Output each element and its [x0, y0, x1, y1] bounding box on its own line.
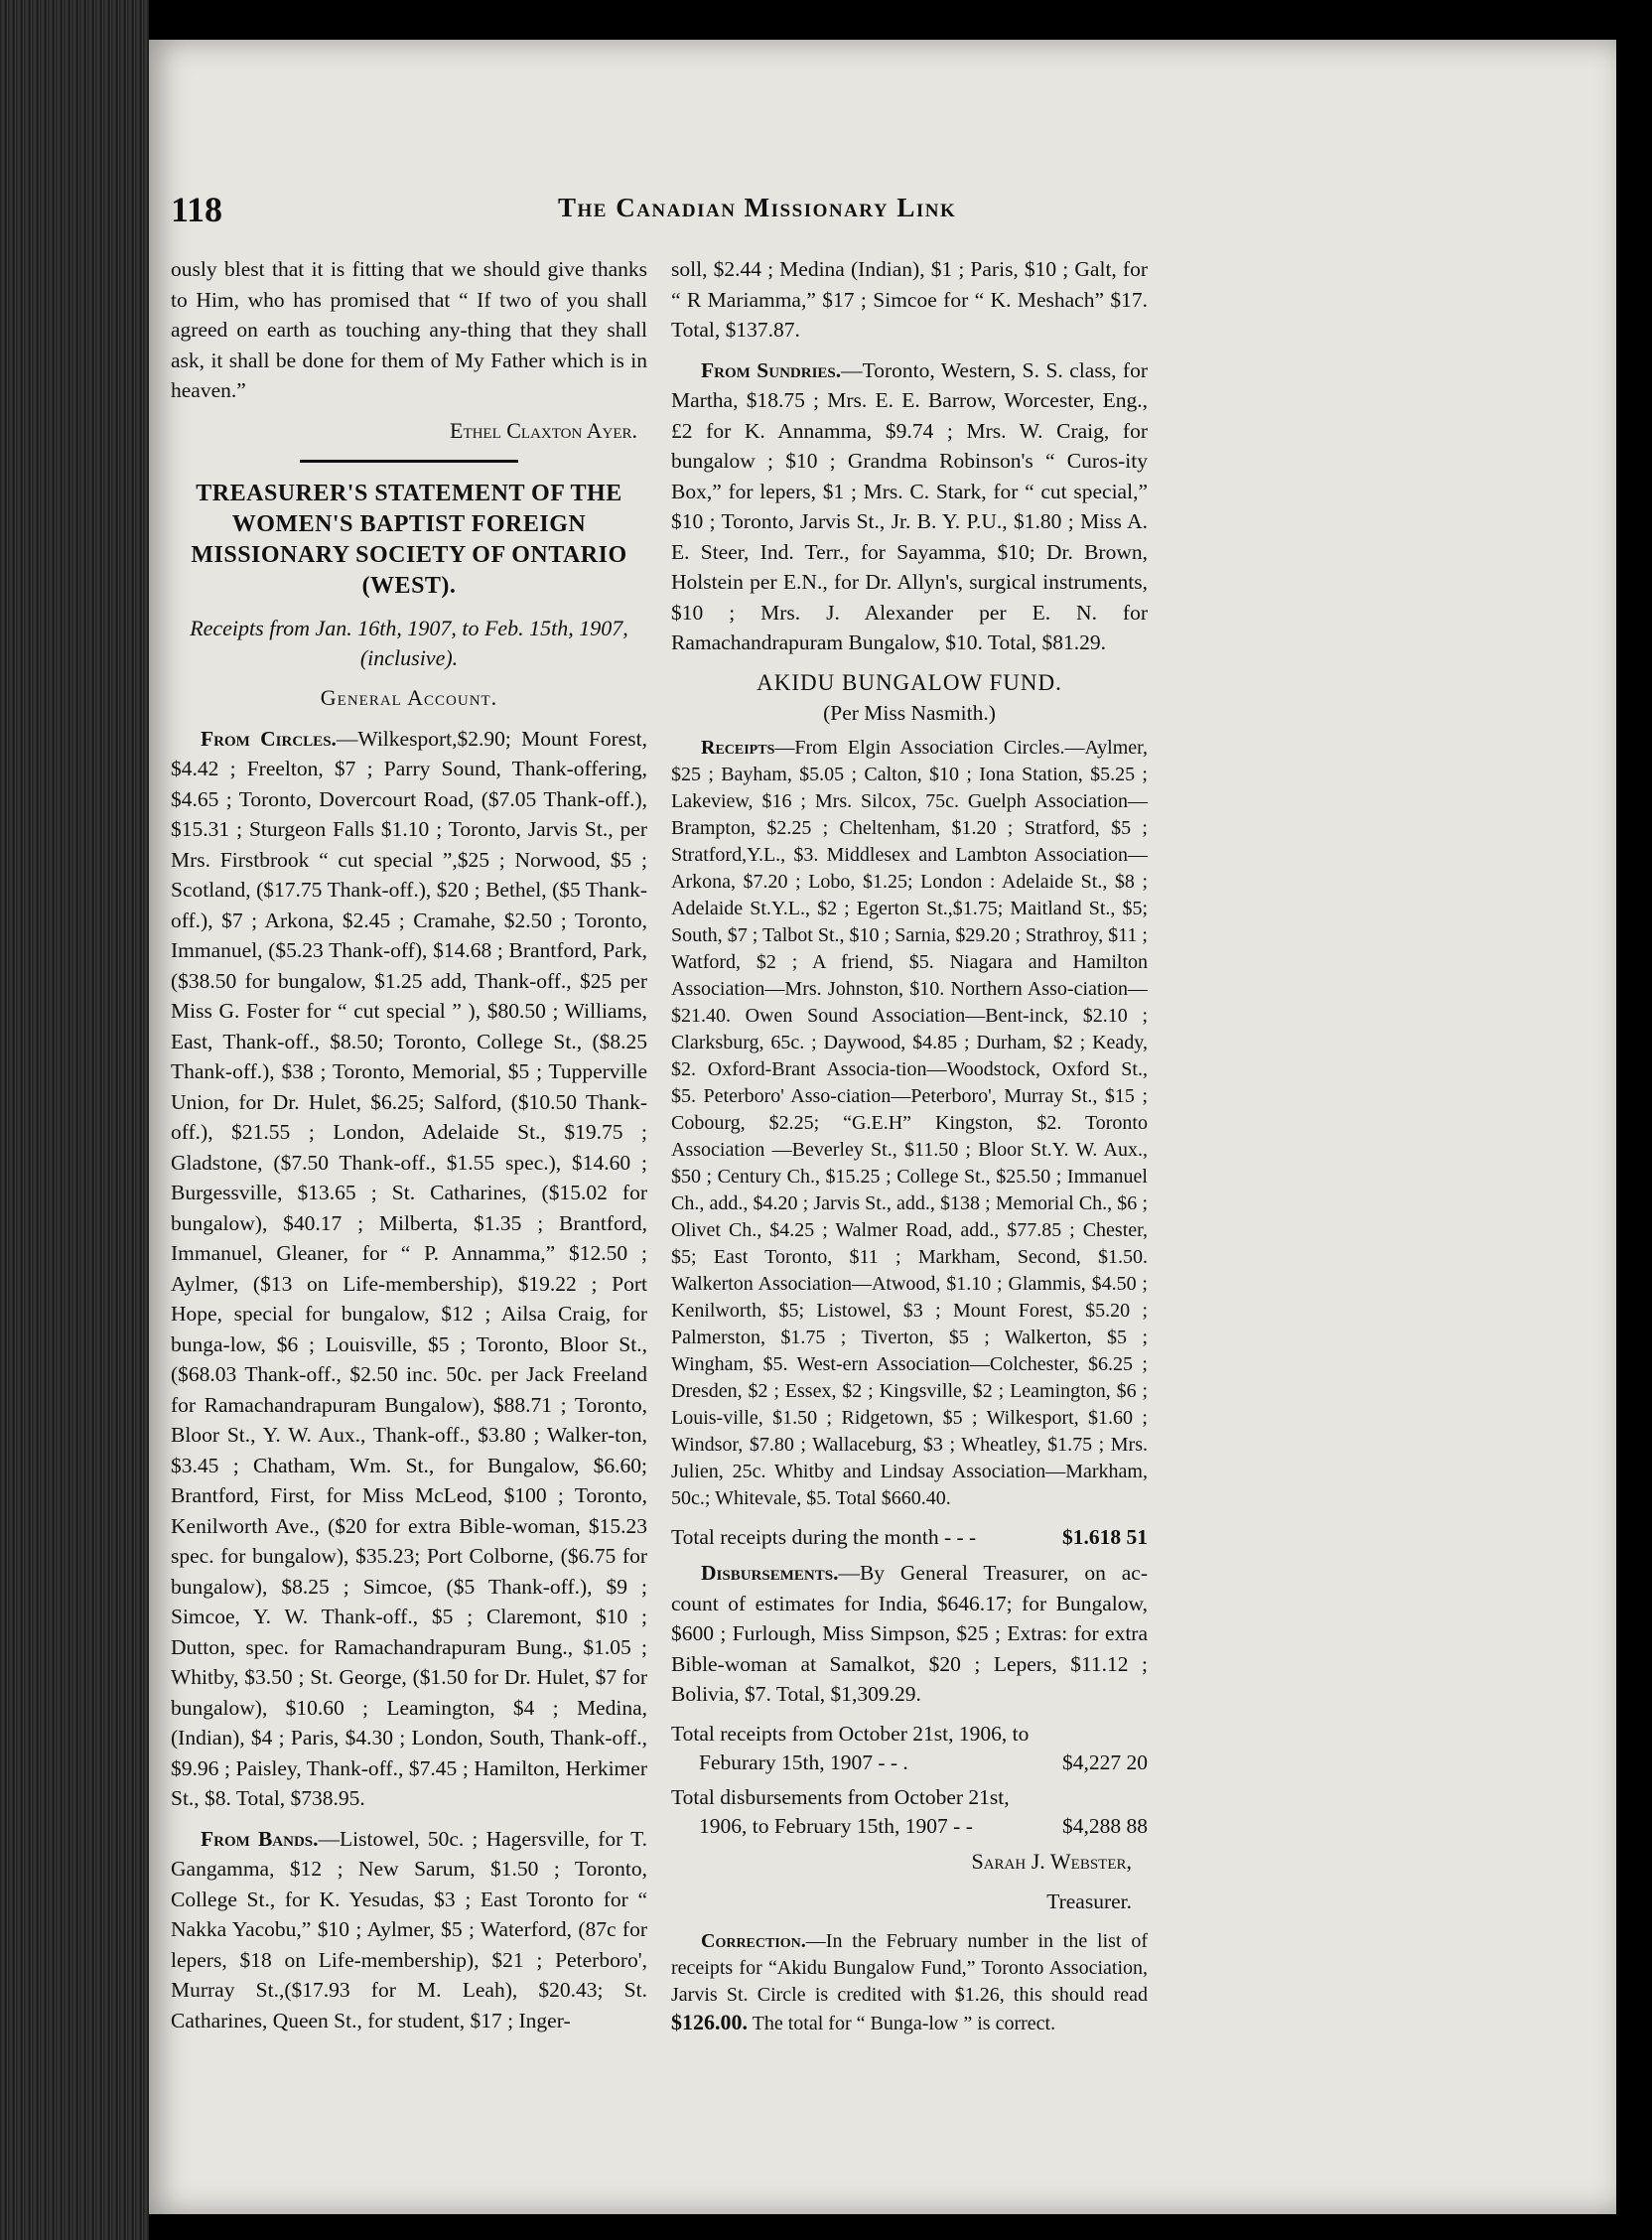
section-divider — [300, 460, 518, 463]
akidu-receipts-paragraph — [671, 735, 1148, 1512]
opening-paragraph: ously blest that it is fitting that we should give thanks to Him, who has promised that “ If two of you shall agreed on earth as touching any-thing that they shall ask, it shall be done for them of My Father which is in heaven.” — [171, 257, 647, 402]
akidu-fund-title: AKIDU BUNGALOW FUND. — [757, 669, 1062, 695]
circles-text: —Wilkesport,$2.90; Mount Forest, $4.42 ; Freelton, $7 ; Parry Sound, Thank-offering, $4.65 ; Toronto, Dovercourt Road, ($7.05 Thank-off.), $15.31 ; Sturgeon Falls $1.10 ; Toronto, Jarvis St., per Mrs. Firstbrook “ cut special ”,$25 ; Norwood, $5 ; Scotland, ($17.75 Thank-off.), $20 ; Bethel, ($5 Thank-off.), $7 ; Arkona, $2.45 ; Cramahe, $2.50 ; Toronto, Immanuel, ($5.23 Thank-off), $14.68 ; Brantford, Park, ($38.50 for bungalow, $1.25 add, Thank-off., $25 per Miss G. Foster for “ cut special ” ), $80.50 ; Williams, East, Thank-off., $8.50; Toronto, College St., ($8.25 Thank-off.), $38 ; Toronto, Memorial, $5 ; Tupperville Union, for Dr. Hulet, $6.25; Salford, ($10.50 Thank-off.), $21.55 ; London, Adelaide St., $19.75 ; Gladstone, ($7.50 Thank-off., $1.55 spec.), $14.60 ; Burgessville, $13.65 ; St. Catharines, ($15.02 for bungalow), $40.17 ; Milberta, $1.35 ; Brantford, Immanuel, Gleaner, for “ P. Annamma,” $12.50 ; Aylmer, ($13 on Life-membership), $19.22 ; Port Hope, special for bungalow, $12 ; Ailsa Craig, for bunga-low, $6 ; Louisville, $5 ; Toronto, Bloor St., ($68.03 Thank-off., $2.50 inc. 50c. per Jack Freeland for Ramachandrapuram Bungalow), $88.71 ; Toronto, Bloor St., Y. W. Aux., Thank-off., $3.80 ; Walker-ton, $3.45 ; Chatham, Wm. St., for Bungalow, $6.60; Brantford, First, for Miss McLeod, $100 ; Toronto, Kenilworth Ave., ($20 for extra Bible-woman, $15.23 spec. for bungalow), $35.23; Port Colborne, ($6.75 for bungalow), $8.25 ; Simcoe, ($5 Thank-off.), $9 ; Simcoe, Y. W. Thank-off., $5 ; Claremont, $10 ; Dutton, spec. for Ramachandrapuram Bung., $1.05 ; Whitby, $3.50 ; St. George, ($1.50 for Dr. Hulet, $7 for bungalow), $10.60 ; Leamington, $4 ; Medina, (Indian), $4 ; Paris, $4.30 ; London, South, Thank-off., $9.96 ; Paisley, Thank-off., $7.45 ; Hamilton, Herkimer St., $8. Total, $738.95. — [171, 726, 647, 1810]
sundries-lead: From Sundries. — [701, 357, 842, 382]
disbursements-lead: Disbursements. — [701, 1561, 839, 1585]
receipts-period-total — [671, 1720, 1148, 1777]
disbursements-period-value: $4,288 88 — [1062, 1813, 1148, 1838]
circles-paragraph — [171, 724, 647, 1814]
disbursements-paragraph — [671, 1558, 1148, 1710]
bands-text: —Listowel, 50c. ; Hagersville, for T. Gangamma, $12 ; New Sarum, $1.50 ; Toronto, College St., for K. Yesudas, $3 ; East Toronto for “ Nakka Yacobu,” $10 ; Aylmer, $5 ; Waterford, (87c for lepers, $18 on Life-membership), $21 ; Peterboro', Murray St.,($17.93 for M. Leah), $20.43; St. Catharines, Queen St., for student, $17 ; Inger- — [171, 1826, 647, 2032]
akidu-text: —From Elgin Association Circles.—Aylmer, $25 ; Bayham, $5.05 ; Calton, $10 ; Iona Station, $5.25 ; Lakeview, $16 ; Mrs. Silcox, 75c. Guelph Association—Brampton, $2.25 ; Cheltenham, $1.20 ; Stratford, $5 ; Stratford,Y.L., $3. Middlesex and Lambton Association—Arkona, $7.20 ; Lobo, $1.25; London : Adelaide St., $8 ; Adelaide St.Y.L., $2 ; Egerton St.,$1.75; Maitland St., $5; South, $7 ; Talbot St., $10 ; Sarnia, $29.20 ; Strathroy, $11 ; Watford, $2 ; A friend, $5. Niagara and Hamilton Association—Mrs. Johnston, $10. Northern Asso-ciation—$21.40. Owen Sound Association—Bent-inck, $2.10 ; Clarksburg, 65c. ; Daywood, $4.85 ; Durham, $2 ; Keady, $2. Oxford-Brant Associa-tion—Woodstock, Oxford St., $5. Peterboro' Asso-ciation—Peterboro', Murray St., $15 ; Cobourg, $2.25; “G.E.H” Kingston, $2. Toronto Association —Beverley St., $11.50 ; Bloor St.Y. W. Aux., $50 ; Century Ch., $15.25 ; College St., $25.50 ; Immanuel Ch., add., $4.20 ; Jarvis St., add., $138 ; Memorial Ch., $6 ; Olivet Ch., $4.25 ; Walmer Road, add., $77.85 ; Chester, $5; East Toronto, $11 ; Markham, Second, $1.50. Walkerton Association—Atwood, $1.10 ; Glammis, $4.50 ; Kenilworth, $5; Listowel, $3 ; Mount Forest, $5.20 ; Palmerston, $1.75 ; Tiverton, $5 ; Walkerton, $5 ; Wingham, $5. West-ern Association—Colchester, $6.25 ; Dresden, $2 ; Essex, $2 ; Kingsville, $2 ; Leamington, $6 ; Louis-ville, $1.50 ; Ridgetown, $5 ; Wilkesport, $1.60 ; Windsor, $7.80 ; Wallaceburg, $3 ; Wheatley, $1.75 ; Mrs. Julien, 25c. Whitby and Lindsay Association—Markham, 50c.; Whitevale, $5. Total $660.40. — [671, 736, 1148, 1509]
treasurer-name: Sarah J. Webster, — [971, 1848, 1132, 1874]
general-account-heading: General Account. — [320, 685, 498, 710]
left-column — [171, 254, 647, 2045]
treasurer-role: Treasurer. — [1046, 1889, 1132, 1913]
akidu-lead: Receipts — [701, 736, 775, 759]
bands-lead: From Bands. — [201, 1826, 319, 1851]
akidu-fund-subtitle: (Per Miss Nasmith.) — [823, 701, 996, 725]
receipts-period-line1: Total receipts from October 21st, 1906, to — [671, 1721, 1030, 1746]
right-column — [671, 254, 1148, 2047]
bands-paragraph — [171, 1824, 647, 2036]
disbursements-period-line2: 1906, to February 15th, 1907 - - — [699, 1813, 973, 1838]
sundries-paragraph — [671, 355, 1148, 658]
running-title: The Canadian Missionary Link — [558, 193, 957, 222]
disbursements-period-total — [671, 1783, 1148, 1841]
receipts-period-line2: Feburary 15th, 1907 - - . — [699, 1750, 908, 1774]
monthly-total-value: $1.618 51 — [1062, 1524, 1148, 1549]
correction-amount: $126.00. — [671, 2010, 748, 2034]
sundries-text: —Toronto, Western, S. S. class, for Martha, $18.75 ; Mrs. E. E. Barrow, Worcester, Eng., £2 for K. Annamma, $9.74 ; Mrs. W. Craig, for bungalow ; $10 ; Grandma Robinson's “ Curos-ity Box,” for lepers, $1 ; Mrs. C. Stark, for “ cut special,” $10 ; Toronto, Jarvis St., Jr. B. Y. P.U., $1.80 ; Miss A. E. Steer, Ind. Terr., for Sayamma, $10; Dr. Brown, Holstein per E.N., for Dr. Allyn's, surgical instruments, $10 ; Mrs. J. Alexander per E. N. for Ramachandrapuram Bungalow, $10. Total, $81.29. — [671, 357, 1148, 654]
correction-lead: Correction. — [701, 1930, 806, 1952]
page-number: 118 — [171, 190, 223, 229]
correction-paragraph — [671, 1928, 1148, 2037]
circles-lead: From Circles. — [201, 726, 337, 751]
page-header — [171, 189, 1303, 232]
receipts-period: Receipts from Jan. 16th, 1907, to Feb. 15th, 1907, (inclusive). — [190, 616, 628, 670]
monthly-total-row — [671, 1522, 1148, 1553]
statement-heading: TREASURER'S STATEMENT OF THE WOMEN'S BAPTIST FOREIGN MISSIONARY SOCIETY OF ONTARIO (WEST). — [191, 481, 627, 599]
disbursements-text: —By General Treasurer, on ac-count of estimates for India, $646.17; for Bungalow, $600 ; Furlough, Miss Simpson, $25 ; Extras: for extra Bible-woman at Samalkot, $20 ; Lepers, $11.12 ; Bolivia, $7. Total, $1,309.29. — [671, 1561, 1148, 1706]
receipts-period-value: $4,227 20 — [1062, 1750, 1148, 1774]
correction-text: —In the February number in the list of receipts for “Akidu Bungalow Fund,” Toronto Association, Jarvis St. Circle is credited with $1.26, this should read — [671, 1930, 1148, 2006]
correction-tail: The total for “ Bunga-low ” is correct. — [752, 2013, 1056, 2034]
bands-continued: soll, $2.44 ; Medina (Indian), $1 ; Paris, $10 ; Galt, for “ R Mariamma,” $17 ; Simcoe for “ K. Meshach” $17. Total, $137.87. — [671, 257, 1148, 342]
monthly-total-label: Total receipts during the month - - - — [671, 1524, 977, 1549]
disbursements-period-line1: Total disbursements from October 21st, — [671, 1784, 1010, 1809]
book-binding-edge — [0, 0, 149, 2240]
article-signature: Ethel Claxton Ayer. — [450, 417, 637, 443]
